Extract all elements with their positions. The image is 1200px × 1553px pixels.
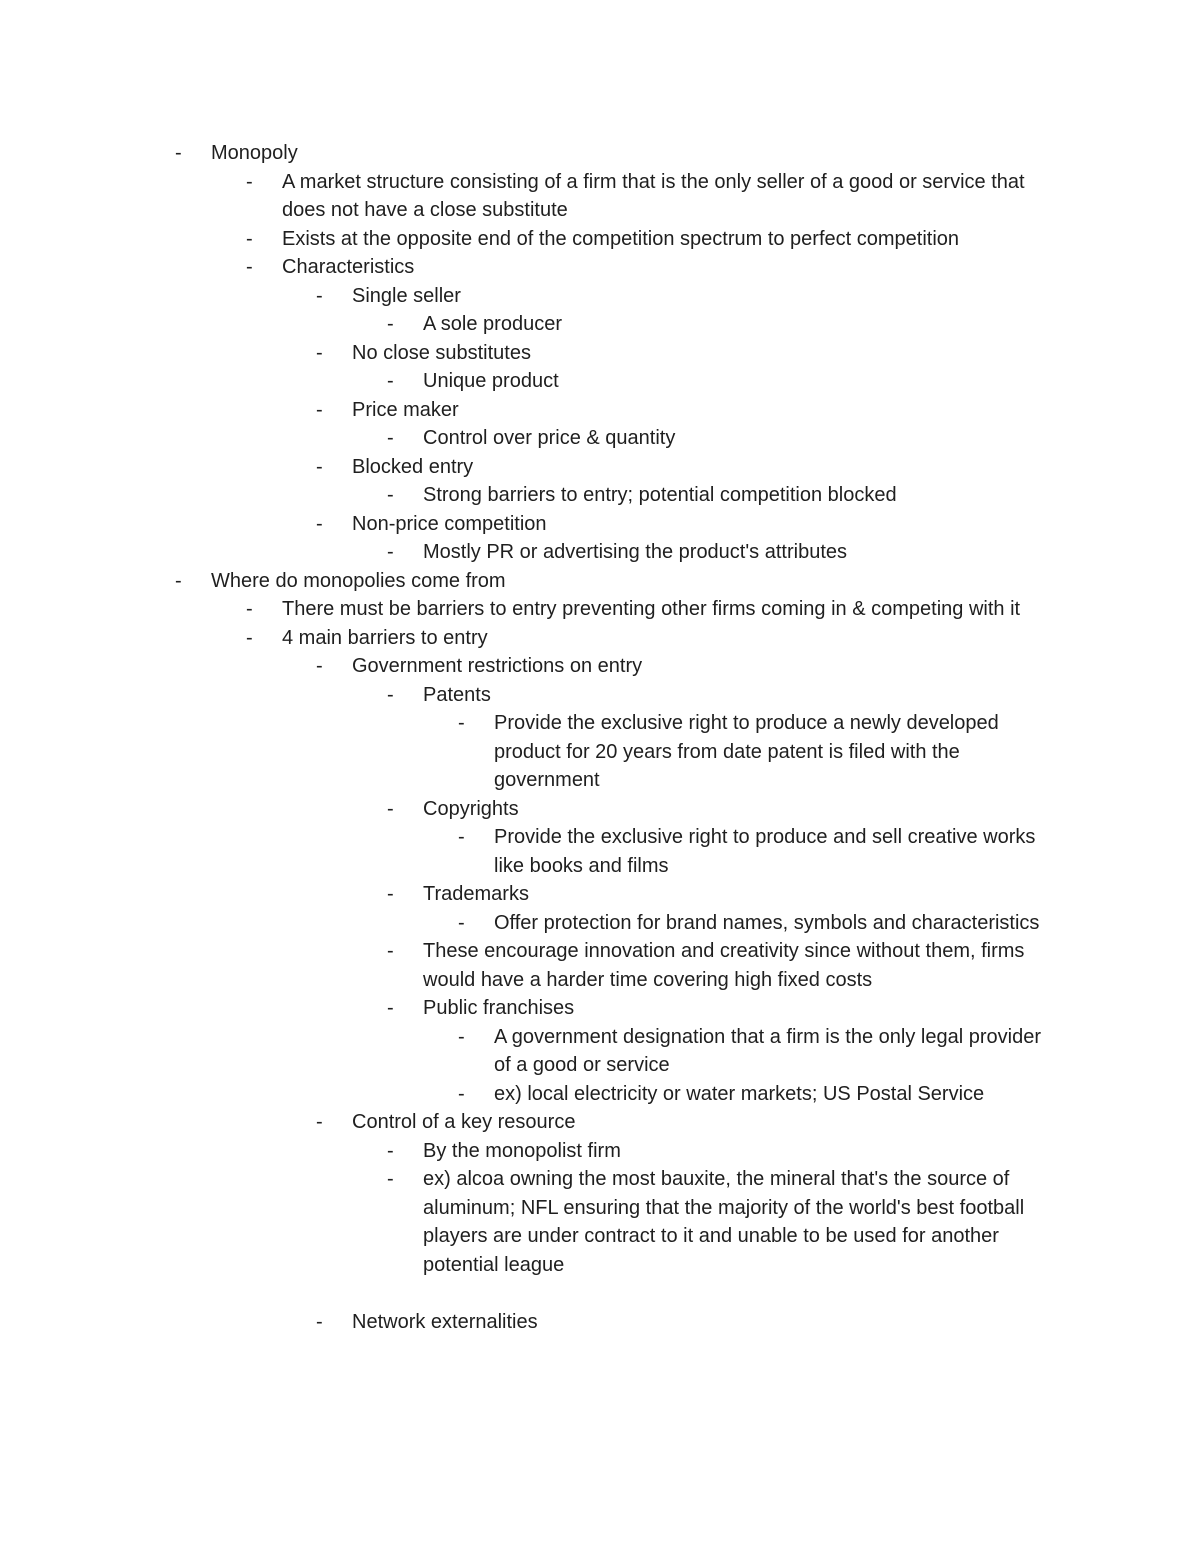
bullet-dash: - [246,227,253,250]
list-item [0,339,1200,368]
list-item-text: Price maker [352,398,459,421]
list-item-text: Unique product [423,370,559,392]
bullet-dash: - [316,398,323,421]
list-item [0,681,1200,710]
bullet-dash: - [316,512,323,535]
list-item-text: Network externalities [352,1310,538,1333]
list-item [0,1080,1200,1109]
list-item-text: There must be barriers to entry preventing other firms coming in & competing with it [282,598,1021,620]
list-item [0,795,1200,824]
list-item-text: Copyrights [423,797,519,820]
bullet-dash: - [458,911,465,934]
list-item [0,282,1200,311]
list-item [0,367,1200,396]
list-item [0,709,1200,795]
bullet-dash: - [387,541,394,563]
list-item-text: Provide the exclusive right to produce a newly developed product for 20 years from date patent is filed with the government [494,712,999,791]
list-item [0,1023,1200,1080]
bullet-dash: - [316,284,323,307]
list-item [0,424,1200,453]
list-item-text: Non-price competition [352,512,547,535]
bullet-dash: - [387,370,394,392]
bullet-dash: - [316,655,323,677]
list-item [0,510,1200,539]
list-item-text: Mostly PR or advertising the product's attributes [423,541,848,563]
list-item [0,567,1200,596]
list-item [0,139,1200,168]
bullet-dash: - [175,569,182,592]
list-item [0,396,1200,425]
list-item-text: These encourage innovation and creativity since without them, firms would have a harder time covering high fixed costs [423,940,1025,991]
list-item-text: Government restrictions on entry [352,655,643,677]
list-item [0,1165,1200,1279]
list-item-text: Control of a key resource [352,1111,576,1133]
list-item [0,1137,1200,1166]
list-item-text: Provide the exclusive right to produce and sell creative works like books and films [494,826,1036,877]
list-item [0,880,1200,909]
list-item-text: A sole producer [423,313,562,335]
list-item-text: Public franchises [423,997,575,1019]
list-item [0,310,1200,339]
bullet-dash: - [387,313,394,335]
list-item-text: Strong barriers to entry; potential competition blocked [423,484,897,506]
list-item-text: Control over price & quantity [423,427,676,449]
list-item [0,1108,1200,1137]
list-item-text: ex) local electricity or water markets; US Postal Service [494,1082,985,1105]
list-item-text: Where do monopolies come from [211,569,506,592]
list-item [0,909,1200,938]
bullet-dash: - [387,997,394,1019]
bullet-dash: - [387,683,394,706]
list-item-text: ex) alcoa owning the most bauxite, the mineral that's the source of aluminum; NFL ensuring that the majority of the world's best football players are under contract to it and unable to be used for another potential league [423,1168,1025,1276]
bullet-dash: - [316,1310,323,1333]
list-item-text: Exists at the opposite end of the competition spectrum to perfect competition [282,227,960,250]
list-item [0,823,1200,880]
list-item-text: Offer protection for brand names, symbols and characteristics [494,911,1040,934]
bullet-dash: - [316,341,323,364]
list-item-text: 4 main barriers to entry [282,626,488,649]
bullet-dash: - [316,455,323,478]
bullet-dash: - [246,170,253,193]
document-page [0,139,1200,1336]
list-item [0,937,1200,994]
list-item [0,168,1200,225]
bullet-dash: - [246,598,253,620]
bullet-dash: - [387,940,394,962]
list-item [0,994,1200,1023]
bullet-dash: - [387,484,394,506]
list-item [0,624,1200,653]
bullet-dash: - [175,142,182,164]
list-item-text: Trademarks [423,883,529,905]
bullet-dash: - [458,1082,465,1105]
list-item-text: Characteristics [282,256,415,278]
list-item-text: Monopoly [211,142,298,164]
bullet-dash: - [387,883,394,905]
bullet-dash: - [387,1168,394,1190]
list-item-text: Single seller [352,284,461,307]
bullet-dash: - [387,1139,394,1162]
list-item [0,225,1200,254]
list-item [0,253,1200,282]
bullet-dash: - [387,427,394,449]
list-item-text: Patents [423,683,491,706]
bullet-dash: - [458,712,465,734]
bullet-dash: - [246,256,253,278]
bullet-dash: - [458,826,465,848]
list-item [0,1308,1200,1337]
list-item-text: A government designation that a firm is the only legal provider of a good or service [494,1025,1041,1076]
bullet-dash: - [316,1111,323,1133]
bullet-dash: - [387,797,394,820]
list-item [0,481,1200,510]
list-item [0,595,1200,624]
list-item-text: Blocked entry [352,455,474,478]
list-item-text: A market structure consisting of a firm that is the only seller of a good or service that does not have a close substitute [282,170,1025,221]
list-item [0,652,1200,681]
bullet-dash: - [458,1025,465,1048]
list-item-text: No close substitutes [352,341,531,364]
list-item [0,453,1200,482]
blank-line [0,1279,1200,1308]
list-item [0,538,1200,567]
bullet-dash: - [246,626,253,649]
list-item-text: By the monopolist firm [423,1139,621,1162]
